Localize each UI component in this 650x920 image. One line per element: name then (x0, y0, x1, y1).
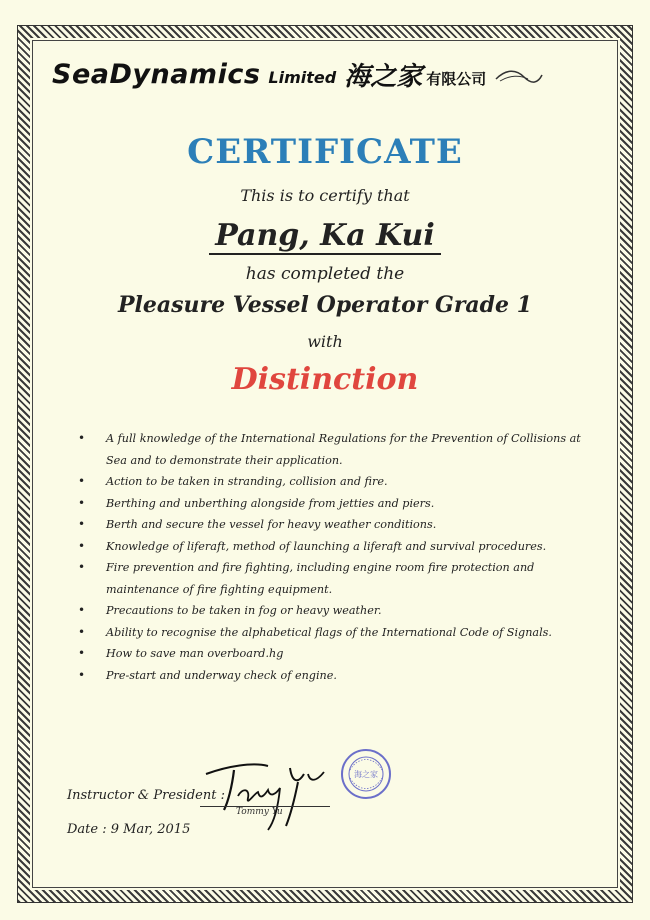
recipient-name: Pang, Ka Kui (209, 218, 440, 255)
list-item: • Pre-start and underway check of engine. (78, 665, 598, 687)
brand-chinese-name: 海之家 (344, 61, 423, 92)
list-item: • Fire prevention and fire fighting, including engine room fire protection and maintenance of fire fighting equipment. (78, 557, 598, 600)
company-seal-stamp (340, 748, 392, 800)
list-item: • Berthing and unberthing alongside from jetties and piers. (78, 493, 598, 515)
handwritten-signature (198, 752, 333, 832)
brand-name: SeaDynamics (52, 58, 261, 90)
company-header (52, 54, 612, 94)
list-item: • Precautions to be taken in fog or heavy weather. (78, 600, 598, 622)
brand-suffix: Limited (268, 67, 337, 87)
brand-chinese-suffix: 有限公司 (426, 69, 487, 88)
certificate-title: CERTIFICATE (187, 132, 463, 172)
wave-logo-icon (494, 67, 544, 87)
signer-name: Tommy Yu (236, 807, 283, 817)
recipient-name-wrap (0, 218, 650, 253)
certify-text: This is to certify that (240, 186, 410, 205)
svg-text:海之家: 海之家 (354, 770, 378, 779)
list-item: • Knowledge of liferaft, method of launching a liferaft and survival procedures. (78, 536, 598, 558)
distinction-text: Distinction (231, 362, 419, 397)
completed-text: has completed the (245, 264, 405, 284)
list-item: • A full knowledge of the International Regulations for the Prevention of Collisions at Sea and to demonstrate their application. (78, 428, 598, 471)
list-item: • Ability to recognise the alphabetical flags of the International Code of Signals. (78, 622, 598, 644)
signature-label: Instructor & President : (67, 788, 225, 803)
competency-list (78, 428, 598, 686)
list-item: • Berth and secure the vessel for heavy weather conditions. (78, 514, 598, 536)
list-item: • Action to be taken in stranding, collision and fire. (78, 471, 598, 493)
with-text: with (307, 332, 343, 351)
course-name: Pleasure Vessel Operator Grade 1 (117, 292, 533, 318)
issue-date: Date : 9 Mar, 2015 (67, 822, 191, 837)
list-item: • How to save man overboard.hg (78, 643, 598, 665)
